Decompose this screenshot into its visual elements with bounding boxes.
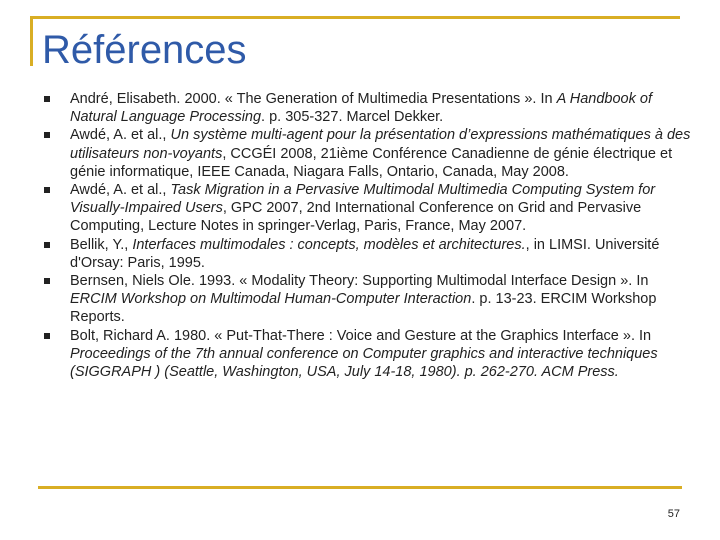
- reference-item: [58, 272, 698, 327]
- reference-text: , CCGÉI 2008, 21ième Conférence Canadienne de génie électrique et génie informatique, IEEE Canada, Niagara Falls, Ontario, Canada, May 2008.: [70, 145, 673, 180]
- square-bullet-icon: [44, 242, 50, 248]
- square-bullet-icon: [44, 187, 50, 193]
- reference-text: , GPC 2007, 2nd International Conference on Grid and Pervasive Computing, Lecture Notes in springer-Verlag, Paris, France, May 2007.: [70, 200, 642, 235]
- reference-italic-title: A Handbook of Natural Language Processing: [70, 91, 652, 126]
- reference-item: [58, 236, 698, 272]
- top-accent-rule: [30, 16, 680, 19]
- reference-text: André, Elisabeth. 2000. « The Generation of Multimedia Presentations ». In: [70, 91, 557, 107]
- reference-item: [58, 126, 698, 181]
- left-accent-rule: [30, 16, 33, 66]
- reference-text: Bellik, Y.,: [70, 236, 133, 253]
- reference-italic-title: Un système multi-agent pour la présentation d’expressions mathématiques à des utilisateurs non-voyants: [70, 127, 691, 162]
- slide-title: Références: [42, 28, 247, 72]
- reference-text: Bolt, Richard A. 1980. « Put-That-There : Voice and Gesture at the Graphics Interface ». In: [70, 327, 652, 344]
- reference-text: Awdé, A. et al.,: [70, 182, 171, 199]
- reference-italic-title: Proceedings of the 7th annual conference on Computer graphics and interactive techniques (SIGGRAPH ) (Seattle, Washington, USA, July 14-18, 1980). p. 262-270. ACM Press.: [70, 345, 658, 381]
- square-bullet-icon: [44, 333, 50, 339]
- reference-item: [58, 90, 698, 126]
- square-bullet-icon: [44, 278, 50, 284]
- reference-text: Awdé, A. et al.,: [70, 127, 171, 144]
- reference-italic-title: Task Migration in a Pervasive Multimodal Multimedia Computing System for Visually-Impaired Users: [70, 182, 656, 217]
- reference-item: [58, 181, 698, 236]
- reference-text: Bernsen, Niels Ole. 1993. « Modality Theory: Supporting Multimodal Interface Design ». In: [70, 273, 649, 290]
- bottom-accent-rule: [38, 486, 682, 489]
- reference-text: . p. 305-327. Marcel Dekker.: [261, 109, 444, 126]
- reference-list: [58, 90, 698, 381]
- reference-text: . p. 13-23. ERCIM Workshop Reports.: [70, 291, 657, 326]
- page-number: 57: [667, 508, 680, 520]
- square-bullet-icon: [44, 96, 50, 102]
- square-bullet-icon: [44, 132, 50, 138]
- reference-italic-title: Interfaces multimodales : concepts, modèles et architectures.: [132, 236, 526, 253]
- reference-item: [58, 327, 698, 382]
- reference-italic-title: ERCIM Workshop on Multimodal Human-Computer Interaction: [70, 291, 472, 308]
- reference-text: , in LIMSI. Université d'Orsay: Paris, 1995.: [70, 236, 660, 271]
